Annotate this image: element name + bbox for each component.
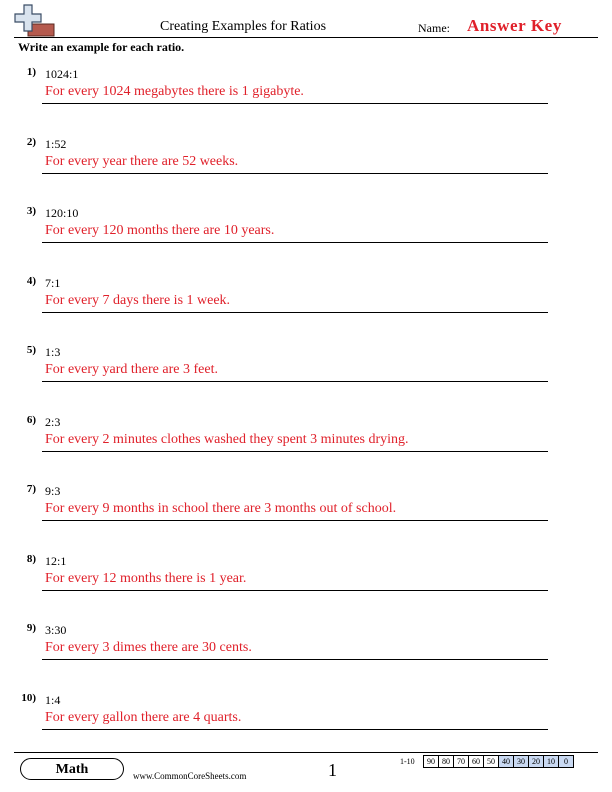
problem-ratio: 1:4 xyxy=(45,692,61,707)
answer-line xyxy=(42,242,548,243)
page-number: 1 xyxy=(328,760,337,780)
score-table xyxy=(423,755,574,768)
problem-ratio: 2:3 xyxy=(45,414,61,429)
problem-ratio: 120:10 xyxy=(45,206,79,220)
score-cell: 10 xyxy=(544,756,559,768)
problem-number: 10) xyxy=(21,691,36,704)
score-cell: 50 xyxy=(484,756,499,768)
website-link[interactable]: www.CommonCoreSheets.com xyxy=(133,771,247,781)
problem-item xyxy=(0,622,612,672)
problem-number: 4) xyxy=(26,274,36,287)
problem-answer: For every 1024 megabytes there is 1 gigabyte. xyxy=(45,84,304,99)
problem-number: 7) xyxy=(26,483,36,495)
problem-number: 1) xyxy=(26,66,36,78)
problem-item xyxy=(0,275,612,325)
plus-logo-icon xyxy=(14,4,58,38)
problem-answer: For every 7 days there is 1 week. xyxy=(45,292,231,308)
problem-number: 2) xyxy=(26,135,36,148)
answer-line xyxy=(42,173,548,174)
problem-item xyxy=(0,414,612,464)
problem-number: 9) xyxy=(26,622,36,634)
answer-line xyxy=(42,590,548,591)
subject-badge: Math xyxy=(20,758,124,780)
problem-item xyxy=(0,553,612,603)
problem-ratio: 12:1 xyxy=(45,553,67,568)
page-title: Creating Examples for Ratios xyxy=(160,19,327,34)
problem-ratio: 7:1 xyxy=(45,275,61,290)
score-cell: 60 xyxy=(469,756,484,768)
score-cell: 70 xyxy=(454,756,469,768)
problem-ratio: 3:30 xyxy=(45,623,67,637)
score-range-label: 1-10 xyxy=(400,757,415,766)
problem-item xyxy=(0,692,612,742)
problem-item xyxy=(0,205,612,255)
problem-number: 5) xyxy=(26,344,36,356)
score-cell: 20 xyxy=(529,756,544,768)
problem-item xyxy=(0,344,612,394)
problem-item xyxy=(0,483,612,533)
answer-line xyxy=(42,312,548,313)
problem-answer: For every yard there are 3 feet. xyxy=(45,362,218,377)
problem-answer: For every 9 months in school there are 3 months out of school. xyxy=(45,501,397,516)
answer-line xyxy=(42,520,548,521)
problem-answer: For every 12 months there is 1 year. xyxy=(45,570,247,586)
answer-line xyxy=(42,729,548,730)
problem-answer: For every year there are 52 weeks. xyxy=(45,153,239,169)
footer-divider xyxy=(14,752,598,753)
problem-ratio: 9:3 xyxy=(45,484,61,498)
problem-answer: For every 3 dimes there are 30 cents. xyxy=(45,640,252,655)
problem-ratio: 1024:1 xyxy=(45,67,79,81)
answer-key-label: Answer Key xyxy=(467,16,562,35)
problem-item xyxy=(0,136,612,186)
answer-line xyxy=(42,451,548,452)
problem-number: 8) xyxy=(26,552,36,565)
answer-line xyxy=(42,381,548,382)
header-divider xyxy=(14,37,598,38)
problem-answer: For every 2 minutes clothes washed they spent 3 minutes drying. xyxy=(45,431,409,447)
problem-answer: For every gallon there are 4 quarts. xyxy=(45,709,242,725)
problem-item xyxy=(0,66,612,116)
score-cell: 0 xyxy=(559,756,574,768)
answer-line xyxy=(42,103,548,104)
score-cell: 80 xyxy=(439,756,454,768)
problem-ratio: 1:3 xyxy=(45,345,61,359)
score-cell: 40 xyxy=(499,756,514,768)
problem-number: 6) xyxy=(26,413,36,426)
instructions: Write an example for each ratio. xyxy=(18,40,185,54)
problem-answer: For every 120 months there are 10 years. xyxy=(45,223,275,238)
problem-ratio: 1:52 xyxy=(45,136,67,151)
name-label: Name: xyxy=(418,21,450,35)
score-cell: 30 xyxy=(514,756,529,768)
problem-number: 3) xyxy=(26,205,36,217)
score-cell: 90 xyxy=(424,756,439,768)
answer-line xyxy=(42,659,548,660)
